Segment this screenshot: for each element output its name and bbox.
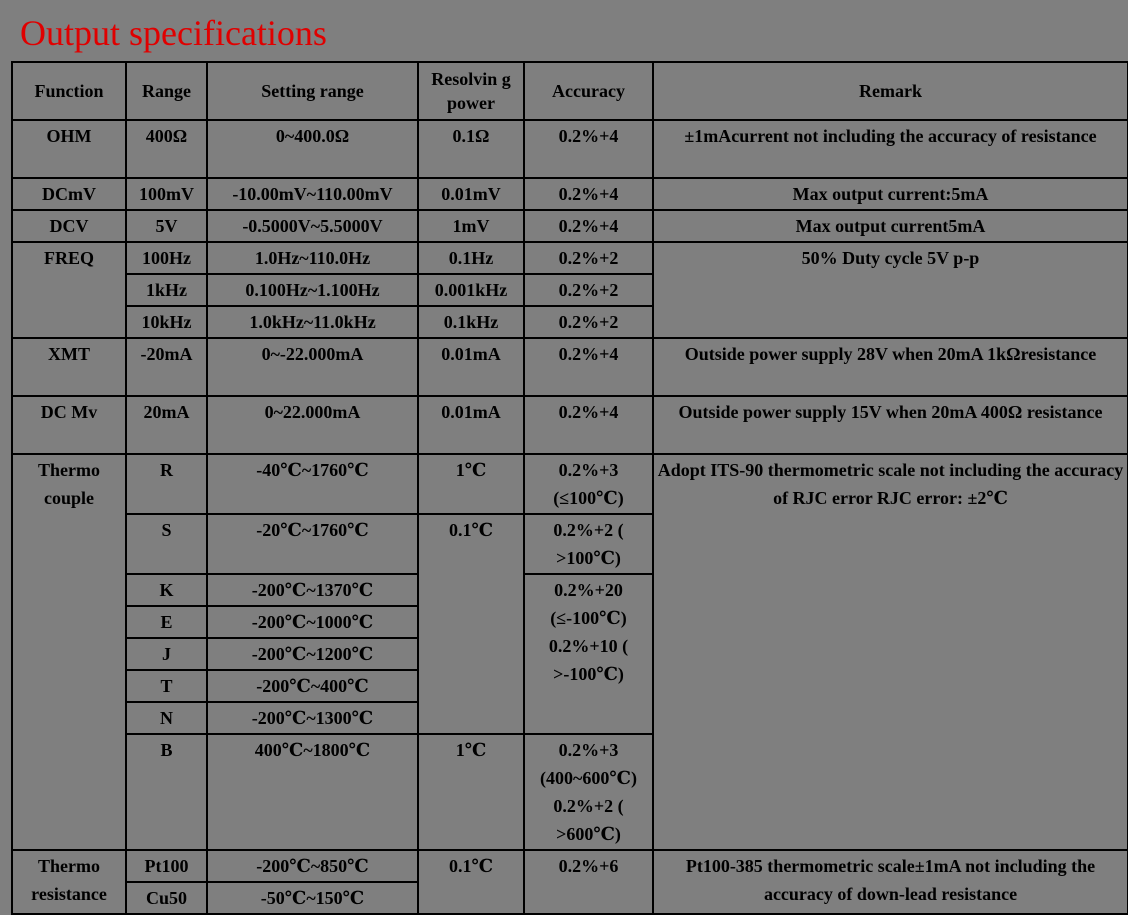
table-row xyxy=(12,396,1128,454)
table-row xyxy=(12,338,1128,396)
accuracy-cell: 0.2%+2 xyxy=(524,306,653,338)
range-cell: 100Hz xyxy=(126,242,207,274)
resolving-cell: 0.1℃ xyxy=(418,514,524,734)
setting-cell: 0~-22.000mA xyxy=(207,338,418,396)
range-cell: S xyxy=(126,514,207,574)
range-cell: 5V xyxy=(126,210,207,242)
resolving-cell: 0.1Hz xyxy=(418,242,524,274)
resolving-cell: 1mV xyxy=(418,210,524,242)
accuracy-cell: 0.2%+3 (400~600℃) 0.2%+2 ( >600℃) xyxy=(524,734,653,850)
remark-cell: Adopt ITS-90 thermometric scale not including the accuracy of RJC error RJC error: ±2℃ xyxy=(653,454,1128,850)
function-cell: DC Mv xyxy=(12,396,126,454)
range-cell: -20mA xyxy=(126,338,207,396)
header-remark: Remark xyxy=(653,62,1128,120)
remark-cell: Outside power supply 15V when 20mA 400Ω resistance xyxy=(653,396,1128,454)
setting-cell: 0.100Hz~1.100Hz xyxy=(207,274,418,306)
accuracy-cell: 0.2%+6 xyxy=(524,850,653,914)
range-cell: 20mA xyxy=(126,396,207,454)
accuracy-cell: 0.2%+2 ( >100℃) xyxy=(524,514,653,574)
remark-cell: Outside power supply 28V when 20mA 1kΩresistance xyxy=(653,338,1128,396)
function-cell: DCmV xyxy=(12,178,126,210)
accuracy-cell: 0.2%+4 xyxy=(524,396,653,454)
resolving-cell: 0.01mA xyxy=(418,338,524,396)
function-cell: OHM xyxy=(12,120,126,178)
table-row xyxy=(12,120,1128,178)
range-cell: J xyxy=(126,638,207,670)
function-cell: XMT xyxy=(12,338,126,396)
range-cell: T xyxy=(126,670,207,702)
resolving-cell: 0.01mV xyxy=(418,178,524,210)
page-title: Output specifications xyxy=(20,13,327,53)
remark-cell: Pt100-385 thermometric scale±1mA not including the accuracy of down-lead resistance xyxy=(653,850,1128,914)
range-cell: 100mV xyxy=(126,178,207,210)
range-cell: 10kHz xyxy=(126,306,207,338)
range-cell: Pt100 xyxy=(126,850,207,882)
resolving-cell: 1℃ xyxy=(418,734,524,850)
setting-cell: 400℃~1800℃ xyxy=(207,734,418,850)
setting-cell: -10.00mV~110.00mV xyxy=(207,178,418,210)
setting-cell: -200℃~1370℃ xyxy=(207,574,418,606)
setting-cell: -0.5000V~5.5000V xyxy=(207,210,418,242)
accuracy-cell: 0.2%+4 xyxy=(524,210,653,242)
function-cell: Thermo resistance xyxy=(12,850,126,914)
range-cell: N xyxy=(126,702,207,734)
header-function: Function xyxy=(12,62,126,120)
accuracy-cell: 0.2%+4 xyxy=(524,338,653,396)
accuracy-cell: 0.2%+2 xyxy=(524,242,653,274)
accuracy-cell: 0.2%+4 xyxy=(524,178,653,210)
resolving-cell: 1℃ xyxy=(418,454,524,514)
remark-cell: 50% Duty cycle 5V p-p xyxy=(653,242,1128,338)
accuracy-cell: 0.2%+4 xyxy=(524,120,653,178)
accuracy-cell: 0.2%+2 xyxy=(524,274,653,306)
table-row xyxy=(12,210,1128,242)
setting-cell: -200℃~850℃ xyxy=(207,850,418,882)
setting-cell: -40℃~1760℃ xyxy=(207,454,418,514)
range-cell: 400Ω xyxy=(126,120,207,178)
accuracy-cell: 0.2%+3 (≤100℃) xyxy=(524,454,653,514)
header-setting-range: Setting range xyxy=(207,62,418,120)
setting-cell: 0~400.0Ω xyxy=(207,120,418,178)
table-row xyxy=(12,850,1128,882)
setting-cell: -200℃~400℃ xyxy=(207,670,418,702)
resolving-cell: 0.1℃ xyxy=(418,850,524,914)
table-row xyxy=(12,454,1128,514)
range-cell: B xyxy=(126,734,207,850)
range-cell: 1kHz xyxy=(126,274,207,306)
resolving-cell: 0.01mA xyxy=(418,396,524,454)
setting-cell: -200℃~1000℃ xyxy=(207,606,418,638)
resolving-cell: 0.001kHz xyxy=(418,274,524,306)
resolving-cell: 0.1Ω xyxy=(418,120,524,178)
setting-cell: 0~22.000mA xyxy=(207,396,418,454)
setting-cell: 1.0kHz~11.0kHz xyxy=(207,306,418,338)
remark-cell: Max output current:5mA xyxy=(653,178,1128,210)
header-range: Range xyxy=(126,62,207,120)
range-cell: Cu50 xyxy=(126,882,207,914)
setting-cell: -200℃~1200℃ xyxy=(207,638,418,670)
remark-cell: Max output current5mA xyxy=(653,210,1128,242)
resolving-cell: 0.1kHz xyxy=(418,306,524,338)
setting-cell: -200℃~1300℃ xyxy=(207,702,418,734)
accuracy-cell: 0.2%+20 (≤-100℃) 0.2%+10 ( >-100℃) xyxy=(524,574,653,734)
function-cell: FREQ xyxy=(12,242,126,338)
table-row xyxy=(12,178,1128,210)
header-accuracy: Accuracy xyxy=(524,62,653,120)
setting-cell: 1.0Hz~110.0Hz xyxy=(207,242,418,274)
range-cell: E xyxy=(126,606,207,638)
setting-cell: -50℃~150℃ xyxy=(207,882,418,914)
header-row xyxy=(12,62,1128,120)
header-resolving-power: Resolvin g power xyxy=(418,62,524,120)
table-row xyxy=(12,242,1128,274)
function-cell: Thermo couple xyxy=(12,454,126,850)
function-cell: DCV xyxy=(12,210,126,242)
remark-cell: ±1mAcurrent not including the accuracy of resistance xyxy=(653,120,1128,178)
range-cell: K xyxy=(126,574,207,606)
output-spec-table xyxy=(11,61,1128,915)
setting-cell: -20℃~1760℃ xyxy=(207,514,418,574)
range-cell: R xyxy=(126,454,207,514)
